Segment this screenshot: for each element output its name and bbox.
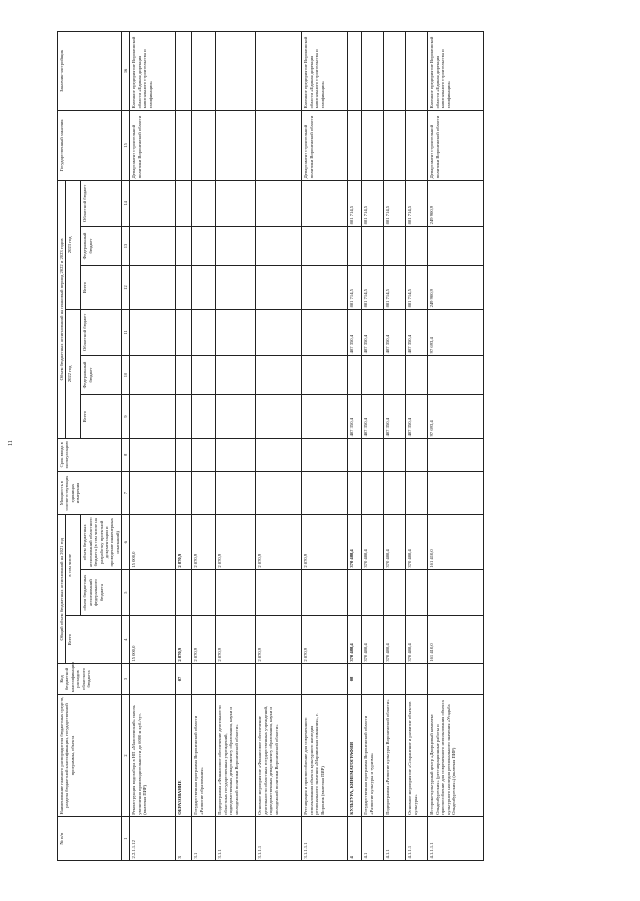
table-cell-c3 <box>428 664 484 695</box>
table-cell-c13 <box>216 226 256 265</box>
table-cell-c13 <box>130 226 176 265</box>
table-cell-c7 <box>130 471 176 515</box>
column-number: 4 <box>122 616 130 664</box>
table-cell-c3 <box>384 664 406 695</box>
column-number: 7 <box>122 471 130 515</box>
table-cell-c10 <box>216 355 256 394</box>
page-number: 11 <box>8 440 14 446</box>
table-cell-c7 <box>362 471 384 515</box>
table-cell-c15 <box>348 110 362 180</box>
table-cell-c12 <box>192 266 216 310</box>
table-cell-c3: 07 <box>176 664 192 695</box>
table-cell-c11: 487 350,4 <box>384 309 406 355</box>
table-cell-c10 <box>362 355 384 394</box>
table-cell-c4: 370 488,4 <box>384 616 406 664</box>
table-cell-c12: 881 714,5 <box>406 266 428 310</box>
table-cell-c11: 97 693,4 <box>428 309 484 355</box>
table-cell-c8 <box>176 438 192 471</box>
table-cell-c15 <box>176 110 192 180</box>
table-cell-c11: 487 350,4 <box>406 309 428 355</box>
table-cell-c6: 15 000,0 <box>130 515 176 570</box>
table-cell-c15 <box>406 110 428 180</box>
table-cell-c14 <box>192 180 216 226</box>
column-number: 6 <box>122 515 130 570</box>
table-cell-c9 <box>216 395 256 439</box>
table-cell-c12 <box>216 266 256 310</box>
table-cell-c10 <box>130 355 176 394</box>
table-cell-c8 <box>302 438 348 471</box>
table-cell-c14: 881 714,5 <box>348 180 362 226</box>
header-2021-group: Общий объем бюджетных ассигнований на 2021 год <box>58 515 66 664</box>
table-cell-c10 <box>302 355 348 394</box>
table-cell-c2: Реконструкция водозабора в НП «Малоземский» сквозь увеличения производительности до 6000 м куб./сут. (включая ПИР) <box>130 694 176 816</box>
table-cell-c14 <box>130 180 176 226</box>
table-cell-c12 <box>130 266 176 310</box>
table-cell-c1: 4.1 <box>362 817 384 861</box>
table-cell-c9 <box>192 395 216 439</box>
table-cell-c15: Департамент строительной политики Воронежской области <box>302 110 348 180</box>
header-capacity: Мощность в соответствующих единицах измерения <box>58 471 122 515</box>
column-number: 16 <box>122 32 130 111</box>
table-cell-c14 <box>302 180 348 226</box>
table-cell-c10 <box>428 355 484 394</box>
table-cell-c7 <box>216 471 256 515</box>
table-cell-c5 <box>216 570 256 616</box>
table-cell-c4: 2 870,9 <box>192 616 216 664</box>
table-cell-c13 <box>348 226 362 265</box>
table-cell-c13 <box>192 226 216 265</box>
table-cell-c6: 2 870,9 <box>216 515 256 570</box>
table-cell-c4: 2 870,9 <box>256 616 302 664</box>
table-cell-c6: 370 488,4 <box>348 515 362 570</box>
table-cell-c11 <box>192 309 216 355</box>
table-cell-c6: 2 870,9 <box>192 515 216 570</box>
header-2021-federal: объем бюджетных ассигнований федерального бюджета <box>81 570 122 616</box>
table-cell-c5 <box>406 570 428 616</box>
table-cell-c5 <box>428 570 484 616</box>
table-cell-c9: 487 350,4 <box>406 395 428 439</box>
table-cell-c8 <box>216 438 256 471</box>
table-cell-c10 <box>176 355 192 394</box>
table-cell-c2: Подпрограмма «Развитие культуры Воронежской области» <box>384 694 406 816</box>
table-cell-c5 <box>362 570 384 616</box>
table-cell-c14: 249 900,9 <box>428 180 484 226</box>
column-number: 8 <box>122 438 130 471</box>
table-cell-c7 <box>428 471 484 515</box>
table-cell-c14: 881 714,5 <box>406 180 428 226</box>
table-cell-c5 <box>348 570 362 616</box>
table-cell-c3: 08 <box>348 664 362 695</box>
column-number: 12 <box>122 266 130 310</box>
header-2022-regional: Областной бюджет <box>81 309 122 355</box>
table-cell-c1: 3.1.1.1 <box>256 817 302 861</box>
table-cell-c15: Департамент строительной политики Воронежской области <box>130 110 176 180</box>
table-cell-c9 <box>176 395 192 439</box>
table-cell-c15: Департамент строительной политики Воронежской области <box>428 110 484 180</box>
table-cell-c14 <box>176 180 192 226</box>
table-cell-c5 <box>384 570 406 616</box>
column-number: 9 <box>122 395 130 439</box>
table-cell-c14: 881 714,5 <box>384 180 406 226</box>
table-cell-c12 <box>256 266 302 310</box>
header-budget-code: Код бюджетной классификации расходов областного бюджета <box>58 664 122 695</box>
table-cell-c8 <box>362 438 384 471</box>
table-cell-c3 <box>192 664 216 695</box>
table-row <box>302 32 348 861</box>
table-cell-c16 <box>176 32 192 111</box>
table-cell-c4: 2 870,9 <box>216 616 256 664</box>
table-cell-c13 <box>302 226 348 265</box>
table-cell-c4: 370 488,4 <box>406 616 428 664</box>
table-cell-c3 <box>406 664 428 695</box>
header-commissioning: Срок ввода в эксплуатацию <box>58 438 122 471</box>
table-row <box>348 32 362 861</box>
column-number: 3 <box>122 664 130 695</box>
table-cell-c3 <box>130 664 176 695</box>
table-cell-c15 <box>192 110 216 180</box>
table-cell-c14 <box>216 180 256 226</box>
table-cell-c4: 370 488,4 <box>348 616 362 664</box>
table-row <box>256 32 302 861</box>
table-cell-c8 <box>428 438 484 471</box>
table-cell-c5 <box>130 570 176 616</box>
table-cell-c15 <box>362 110 384 180</box>
table-cell-c12: 881 714,5 <box>348 266 362 310</box>
table-cell-c9 <box>256 395 302 439</box>
table-cell-c8 <box>406 438 428 471</box>
table-cell-c15 <box>384 110 406 180</box>
table-row <box>406 32 428 861</box>
table-cell-c12: 249 900,9 <box>428 266 484 310</box>
table-cell-c12 <box>302 266 348 310</box>
column-number: 14 <box>122 180 130 226</box>
header-2022: 2022 год <box>66 309 81 438</box>
table-cell-c6: 2 870,9 <box>302 515 348 570</box>
table-cell-c11 <box>130 309 176 355</box>
table-cell-c4: 2 870,9 <box>176 616 192 664</box>
table-cell-c10 <box>348 355 362 394</box>
table-cell-c7 <box>406 471 428 515</box>
column-number: 13 <box>122 226 130 265</box>
table-cell-c7 <box>176 471 192 515</box>
table-cell-c11 <box>176 309 192 355</box>
table-cell-c9 <box>130 395 176 439</box>
table-cell-c1: 3.1.1.1.1 <box>302 817 348 861</box>
table-cell-c2: КУЛЬТУРА, КИНЕМАТОГРАФИЯ <box>348 694 362 816</box>
table-cell-c2: Основное мероприятие «Финансовое обеспечение деятельности областных государственных учреждений, подведомственных департаменту образования, науки и молодежной политики Воронежской области» <box>256 694 302 816</box>
table-cell-c16 <box>384 32 406 111</box>
rotated-table-page <box>57 31 617 861</box>
table-cell-c7 <box>256 471 302 515</box>
table-cell-c11 <box>256 309 302 355</box>
table-cell-c13 <box>176 226 192 265</box>
header-name: Наименование главного распорядителя бюджетных средств, раздела бюджетной классификации, государственной программы, объекта <box>58 694 122 816</box>
table-cell-c8 <box>384 438 406 471</box>
header-developer: Заказчик-застройщик <box>58 32 122 111</box>
table-cell-c16: Казенное предприятие Воронежской области «Единая дирекция капитального строительства и газификации» <box>130 32 176 111</box>
table-cell-c13 <box>428 226 484 265</box>
header-including: в том числе <box>66 515 81 616</box>
table-cell-c16: Казенное предприятие Воронежской области «Единая дирекция капитального строительства и газификации» <box>302 32 348 111</box>
table-cell-c11 <box>302 309 348 355</box>
table-cell-c5 <box>302 570 348 616</box>
header-2021-total: Всего <box>66 616 122 664</box>
table-cell-c4: 161 410,0 <box>428 616 484 664</box>
column-number: 10 <box>122 355 130 394</box>
table-cell-c5 <box>256 570 302 616</box>
table-cell-c16 <box>348 32 362 111</box>
table-cell-c9: 97 693,4 <box>428 395 484 439</box>
table-row <box>362 32 384 861</box>
table-cell-c7 <box>384 471 406 515</box>
table-cell-c2: ОБРАЗОВАНИЕ <box>176 694 192 816</box>
header-number: № п/п <box>58 817 122 861</box>
column-number: 5 <box>122 570 130 616</box>
table-cell-c12 <box>176 266 192 310</box>
table-cell-c9: 487 350,4 <box>362 395 384 439</box>
header-2021-regional: объем бюджетных ассигнований областного бюджета (в том числе на разработку проектной документации и проведение инженерных изысканий) <box>81 515 122 570</box>
table-cell-c11 <box>216 309 256 355</box>
table-cell-c1: 3 <box>176 817 192 861</box>
table-cell-c4: 15 000,0 <box>130 616 176 664</box>
header-2023-total: Всего <box>81 266 122 310</box>
header-2022-federal: Федеральный бюджет <box>81 355 122 394</box>
table-row <box>428 32 484 861</box>
table-cell-c5 <box>192 570 216 616</box>
table-cell-c10 <box>192 355 216 394</box>
table-cell-c2: Государственная программа Воронежской области «Развитие образования» <box>192 694 216 816</box>
table-row <box>176 32 192 861</box>
table-cell-c8 <box>192 438 216 471</box>
table-row <box>130 32 176 861</box>
table-cell-c8 <box>256 438 302 471</box>
table-cell-c2: Основное мероприятие «Сохранение и развитие объектов культуры» <box>406 694 428 816</box>
table-cell-c2: Подпрограмма «Финансовое обеспечение деятельности областных государственных учреждений, подведомственных департаменту образования, науки и молодежной политики Воронежской области» <box>216 694 256 816</box>
table-cell-c16 <box>406 32 428 111</box>
table-cell-c15 <box>216 110 256 180</box>
header-state-customer: Государственный заказчик <box>58 110 122 180</box>
table-cell-c16 <box>256 32 302 111</box>
table-cell-c1: 4.1.1.1.1 <box>428 817 484 861</box>
table-cell-c11: 487 350,4 <box>362 309 384 355</box>
column-number: 2 <box>122 694 130 816</box>
table-cell-c16: Казенное предприятие Воронежской области «Единая дирекция капитального строительства и газификации» <box>428 32 484 111</box>
table-cell-c7 <box>348 471 362 515</box>
table-cell-c13 <box>406 226 428 265</box>
header-2023: 2023 год <box>66 180 81 309</box>
table-cell-c1: 4.1.1 <box>384 817 406 861</box>
header-plan-period: Объем бюджетных ассигнований на плановый период 2022 и 2023 годов <box>58 180 66 438</box>
table-cell-c1: 4 <box>348 817 362 861</box>
table-cell-c9 <box>302 395 348 439</box>
table-row <box>384 32 406 861</box>
table-cell-c14: 881 714,5 <box>362 180 384 226</box>
table-cell-c16 <box>192 32 216 111</box>
table-cell-c9: 487 350,4 <box>384 395 406 439</box>
column-number: 15 <box>122 110 130 180</box>
header-2023-regional: Областной бюджет <box>81 180 122 226</box>
header-2022-total: Всего <box>81 395 122 439</box>
table-cell-c7 <box>192 471 216 515</box>
table-cell-c5 <box>176 570 192 616</box>
column-number-row <box>122 32 130 861</box>
table-cell-c12: 881 714,5 <box>384 266 406 310</box>
table-cell-c6: 2 870,9 <box>256 515 302 570</box>
table-cell-c16 <box>362 32 384 111</box>
table-cell-c10 <box>384 355 406 394</box>
table-cell-c3 <box>216 664 256 695</box>
table-cell-c9: 487 350,4 <box>348 395 362 439</box>
table-cell-c15 <box>256 110 302 180</box>
table-cell-c11: 487 350,4 <box>348 309 362 355</box>
table-cell-c1: 3.1.1 <box>216 817 256 861</box>
table-cell-c4: 2 870,9 <box>302 616 348 664</box>
budget-table <box>57 31 484 861</box>
table-cell-c12: 881 714,5 <box>362 266 384 310</box>
table-cell-c3 <box>256 664 302 695</box>
table-cell-c3 <box>302 664 348 695</box>
table-cell-c13 <box>362 226 384 265</box>
table-cell-c8 <box>348 438 362 471</box>
table-cell-c6: 161 410,0 <box>428 515 484 570</box>
table-cell-c6: 2 870,9 <box>176 515 192 570</box>
table-cell-c1: 2.2.1.1.12 <box>130 817 176 861</box>
column-number: 11 <box>122 309 130 355</box>
table-cell-c16 <box>216 32 256 111</box>
table-cell-c4: 370 488,4 <box>362 616 384 664</box>
table-cell-c7 <box>302 471 348 515</box>
table-cell-c6: 370 488,4 <box>406 515 428 570</box>
table-cell-c8 <box>130 438 176 471</box>
table-row <box>192 32 216 861</box>
table-cell-c10 <box>256 355 302 394</box>
table-cell-c14 <box>256 180 302 226</box>
table-cell-c6: 370 488,4 <box>384 515 406 570</box>
column-number: 1 <box>122 817 130 861</box>
table-body <box>130 32 484 861</box>
table-cell-c1: 4.1.1.1 <box>406 817 428 861</box>
table-cell-c13 <box>256 226 302 265</box>
header-2023-federal: Федеральный бюджет <box>81 226 122 265</box>
table-cell-c1: 3.1 <box>192 817 216 861</box>
table-cell-c3 <box>362 664 384 695</box>
table-cell-c2: Государственная программа Воронежской области «Развитие культуры и туризма» <box>362 694 384 816</box>
table-cell-c6: 370 488,4 <box>362 515 384 570</box>
table-cell-c2: Историко-культурный центр «Дворцовый комплекс Ольденбургских» (реставрационные работы и приспособление для современного использования объекта культурного наследия регионального значения «Усадьба Ольденбургских») (включая ПИР) <box>428 694 484 816</box>
table-cell-c13 <box>384 226 406 265</box>
table-cell-c2: Реставрация и приспособление для современного использования объекта культурного наследия регионального значения «Мариинская гимназия», г. Воронеж (включая ПИР) <box>302 694 348 816</box>
table-cell-c10 <box>406 355 428 394</box>
table-row <box>216 32 256 861</box>
